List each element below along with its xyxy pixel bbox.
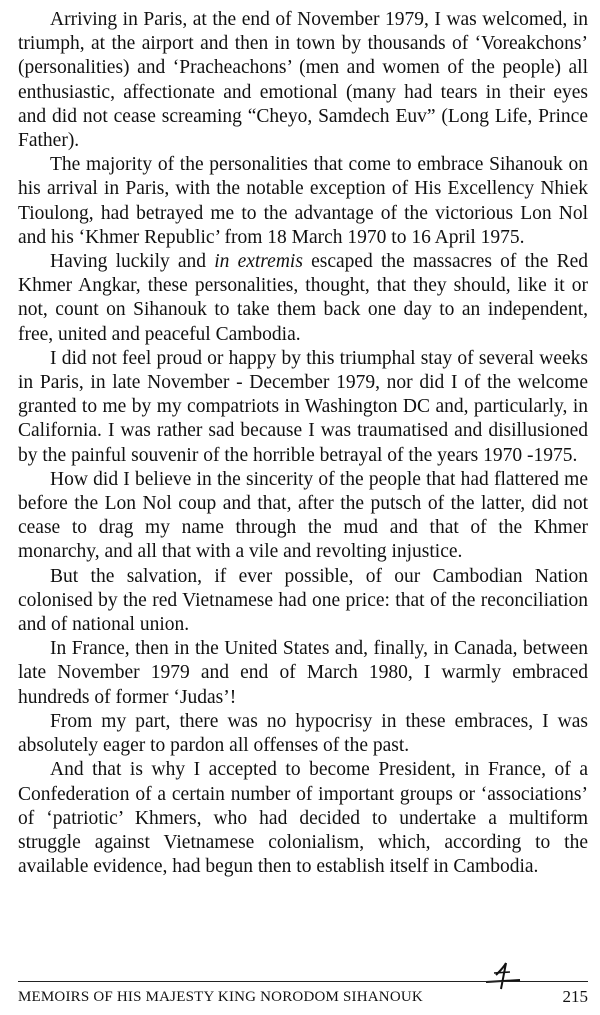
paragraph-sincerity: How did I believe in the sincerity of the people that had flattered me before the Lon Nol coup and that, after the putsch of the latter, did not cease to drag my name through the mud and that of the Khmer monarchy, and all that with a vile and revolting injustice. <box>18 468 588 563</box>
paragraph-arrival-paris: Arriving in Paris, at the end of November 1979, I was welcomed, in triumph, at the airport and then in town by thousands of ‘Voreakchons’ (personalities) and ‘Pracheachons’ (men and women of the people) all enthusiastic, affectionate and emotional (many had tears in their eyes and did not cease screaming “Cheyo, Samdech Euv” (Long Life, Prince Father). <box>18 9 588 152</box>
paragraph-salvation: But the salvation, if ever possible, of our Cambodian Nation colonised by the red Vietnamese had one price: that of the reconciliation and of national union. <box>18 565 588 636</box>
footer-book-title: MEMOIRS OF HIS MAJESTY KING NORODOM SIHANOUK <box>18 989 423 1005</box>
paragraph-text: Having luckily and <box>50 251 215 273</box>
paragraph-in-extremis <box>18 250 588 347</box>
paragraph-embraced-judas: In France, then in the United States and, finally, in Canada, between late November 1979 and end of March 1980, I warmly embraced hundreds of former ‘Judas’! <box>18 638 588 708</box>
page-footer <box>18 987 588 1007</box>
footer-rule <box>18 981 588 982</box>
paragraph-president-confederation: And that is why I accepted to become President, in France, of a Confederation of a certain number of important groups or ‘associations’ of ‘patriotic’ Khmers, who had decided to undertake a multiform struggle against Vietnamese colonialism, which, according to the available evidence, had begun then to establish itself in Cambodia. <box>18 759 588 878</box>
paragraph-text: escaped the massacres of the Red Khmer Angkar, these personalities, thought, that they should, like it or not, count on Sihanouk to take them back one day to an independent, free, united and peaceful Cambodia. <box>18 251 589 345</box>
paragraph-betrayal: The majority of the personalities that come to embrace Sihanouk on his arrival in Paris, with the notable exception of His Excellency Nhiek Tioulong, had betrayed me to the advantage of the victorious Lon Nol and his ‘Khmer Republic’ from 18 March 1970 to 16 April 1975. <box>18 154 588 248</box>
page-number: 215 <box>562 987 588 1006</box>
paragraph-no-hypocrisy: From my part, there was no hypocrisy in these embraces, I was absolutely eager to pardon all offenses of the past. <box>18 710 588 757</box>
paragraph-not-proud: I did not feel proud or happy by this triumphal stay of several weeks in Paris, in late November - December 1979, nor did I of the welcome granted to me by my compatriots in Washington DC and, particularly, in California. I was rather sad because I was traumatised and disillusioned by the painful souvenir of the horrible betrayal of the years 1970 -1975. <box>18 347 588 466</box>
emphasis-text: in extremis <box>214 251 303 273</box>
page-body <box>18 8 588 879</box>
